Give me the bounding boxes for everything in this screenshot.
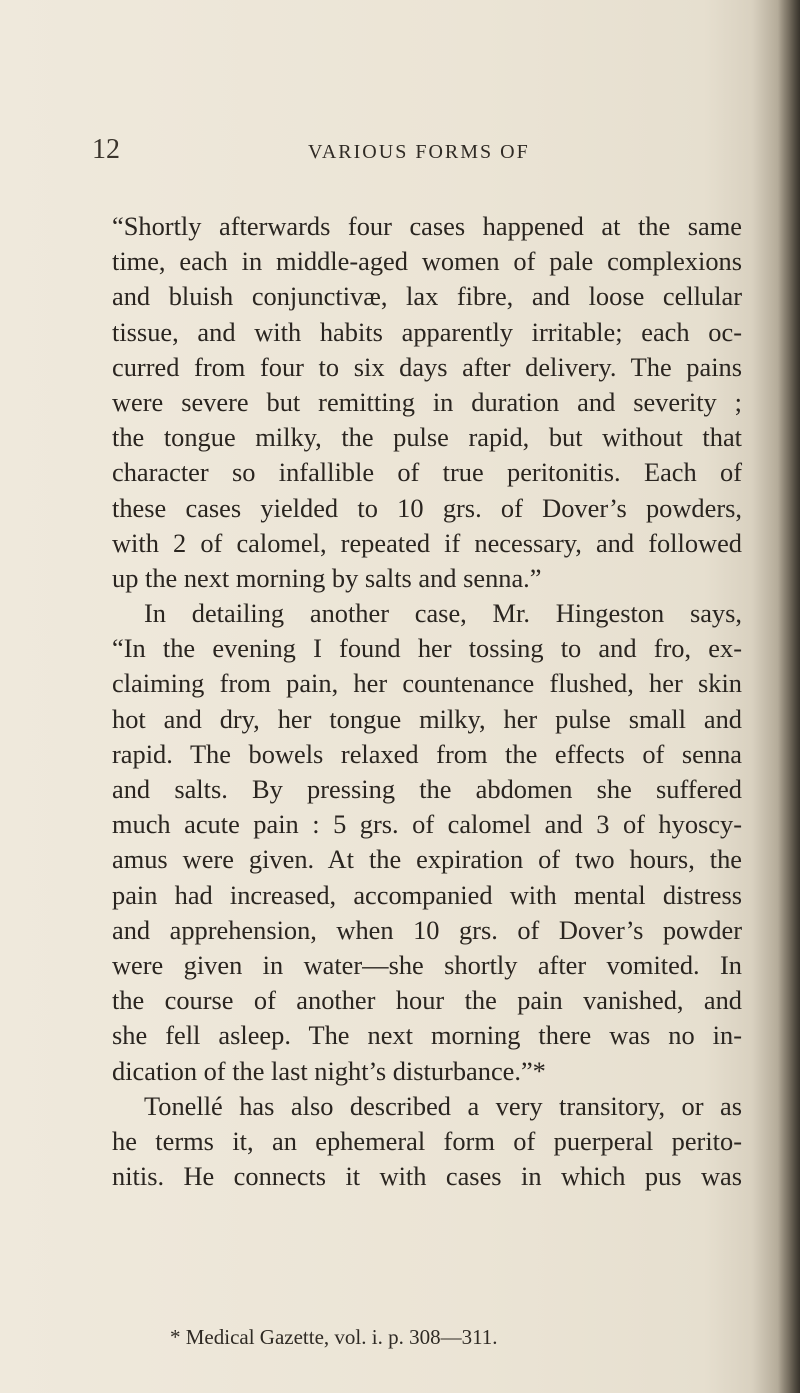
text-line: the tongue milky, the pulse rapid, but without that: [112, 422, 742, 453]
footnote: * Medical Gazette, vol. i. p. 308—311.: [170, 1325, 498, 1349]
text-line: claiming from pain, her countenance flushed, her skin: [112, 668, 742, 699]
text-line: tissue, and with habits apparently irritable; each oc-: [112, 316, 742, 347]
text-line: hot and dry, her tongue milky, her pulse small and: [112, 703, 742, 734]
text-line: nitis. He connects it with cases in which pus was: [112, 1161, 742, 1192]
binding-shadow: [778, 0, 800, 1393]
text-line: Tonellé has also described a very transitory, or as: [144, 1090, 742, 1121]
text-line: these cases yielded to 10 grs. of Dover’s powders,: [112, 492, 742, 523]
text-line: he terms it, an ephemeral form of puerperal perito-: [112, 1125, 742, 1156]
text-line: she fell asleep. The next morning there was no in-: [112, 1020, 742, 1051]
text-line: “Shortly afterwards four cases happened at the same: [112, 211, 742, 241]
text-line: rapid. The bowels relaxed from the effects of senna: [112, 738, 742, 769]
page-number: 12: [92, 134, 120, 165]
text-line: character so infallible of true peritonitis. Each of: [112, 457, 742, 488]
text-line: the course of another hour the pain vanished, and: [112, 985, 742, 1016]
body-text: [112, 209, 742, 1194]
text-line: time, each in middle-aged women of pale complexions: [112, 246, 742, 277]
text-line: dication of the last night’s disturbance.”*: [112, 1055, 546, 1086]
text-line: with 2 of calomel, repeated if necessary, and followed: [112, 527, 742, 558]
text-line: and apprehension, when 10 grs. of Dover’s powder: [112, 914, 742, 945]
text-line: In detailing another case, Mr. Hingeston says,: [144, 598, 742, 629]
text-line: and bluish conjunctivæ, lax fibre, and loose cellular: [112, 281, 742, 312]
text-line: amus were given. At the expiration of two hours, the: [112, 844, 742, 875]
text-line: were given in water—she shortly after vomited. In: [112, 949, 742, 980]
text-line: and salts. By pressing the abdomen she suffered: [112, 774, 742, 804]
text-line: pain had increased, accompanied with mental distress: [112, 879, 742, 910]
text-line: were severe but remitting in duration and severity ;: [112, 386, 742, 417]
text-line: up the next morning by salts and senna.”: [112, 562, 542, 593]
text-line: “In the evening I found her tossing to and fro, ex-: [112, 633, 742, 664]
text-line: curred from four to six days after delivery. The pains: [112, 351, 742, 382]
running-head: VARIOUS FORMS OF: [308, 141, 530, 163]
text-line: much acute pain : 5 grs. of calomel and 3 of hyoscy-: [112, 809, 742, 840]
